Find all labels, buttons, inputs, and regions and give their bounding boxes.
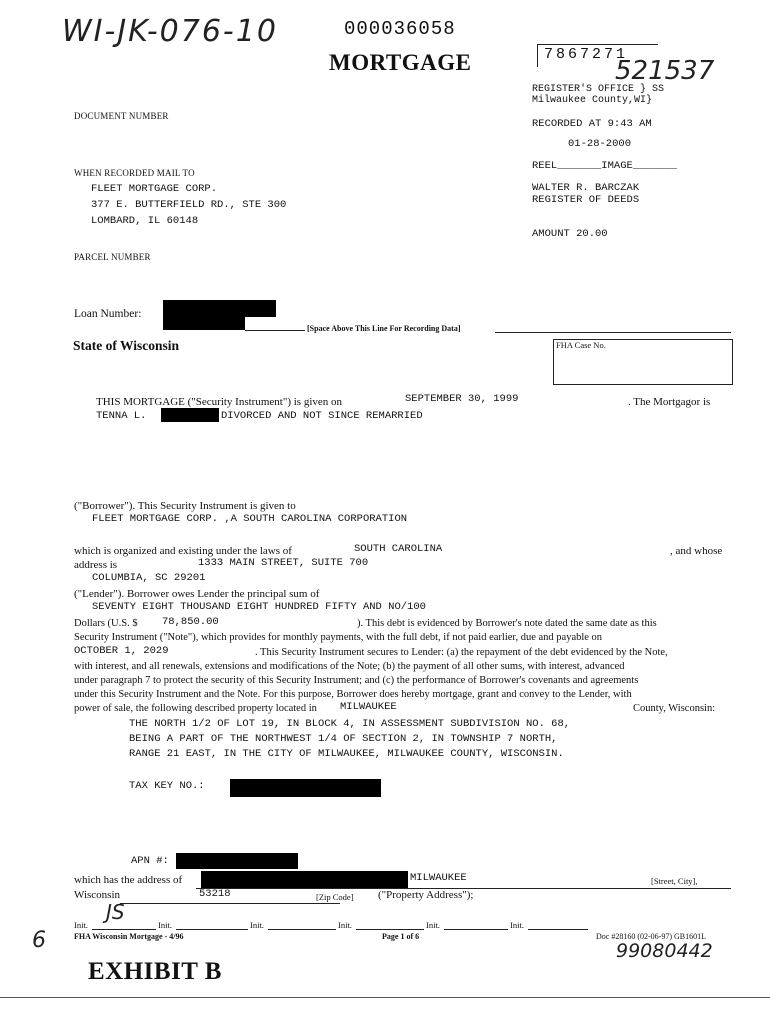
loan-number-redaction-lower <box>163 317 245 330</box>
paragraph-line-5: under paragraph 7 to protect the security of this Security Instrument; and (c) the performance of Borrower's covenants and agreements <box>74 675 639 686</box>
lender-name: FLEET MORTGAGE CORP. ,A SOUTH CAROLINA CORPORATION <box>92 513 408 525</box>
parcel-number-label: PARCEL NUMBER <box>74 252 151 262</box>
paragraph-line-6: under this Security Instrument and the Note. For this purpose, Borrower does hereby mortgage, grant and convey to the Lender, with <box>74 689 632 700</box>
zip-code-label: [Zip Code] <box>316 892 354 902</box>
maturity-date: OCTOBER 1, 2029 <box>74 645 169 657</box>
document-number-label: DOCUMENT NUMBER <box>74 111 169 121</box>
init-line-4 <box>356 929 424 930</box>
property-city: MILWAUKEE <box>410 872 467 884</box>
exhibit-stamp: EXHIBIT B <box>88 958 222 985</box>
tax-key-label: TAX KEY NO.: <box>129 780 205 792</box>
handwritten-document-number: 99080442 <box>616 940 713 962</box>
legal-description-line-2: BEING A PART OF THE NORTHWEST 1/4 OF SECTION 2, IN TOWNSHIP 7 NORTH, <box>129 733 558 745</box>
stamp-number: 7867271 <box>544 46 629 63</box>
init-label-1: Init. <box>74 920 88 930</box>
form-name: FHA Wisconsin Mortgage - 4/96 <box>74 932 184 941</box>
page-indicator: Page 1 of 6 <box>382 932 420 941</box>
mail-to-line-1: FLEET MORTGAGE CORP. <box>91 183 218 195</box>
loan-number-redaction <box>163 300 276 317</box>
county-wisconsin-text: County, Wisconsin: <box>633 703 716 714</box>
bottom-edge-line <box>0 997 770 998</box>
register-office-line: REGISTER'S OFFICE } SS <box>532 84 665 95</box>
which-has-address-text: which has the address of <box>74 874 183 886</box>
given-to-text: ("Borrower"). This Security Instrument is given to <box>74 500 296 512</box>
paragraph-line-2: Security Instrument ("Note"), which provides for monthly payments, with the full debt, if not paid earlier, due and payable on <box>74 632 603 643</box>
borrower-name-redaction <box>161 408 219 422</box>
init-label-3: Init. <box>250 920 264 930</box>
recording-rule-right <box>495 332 731 333</box>
dollars-label: Dollars (U.S. $ <box>74 618 138 629</box>
address-is-label: address is <box>74 559 118 571</box>
loan-number-label: Loan Number: <box>74 308 142 320</box>
paragraph-line-4: with interest, and all renewals, extensions and modifications of the Note; (b) the payment of all other sums, with interest, advanced <box>74 661 625 672</box>
recording-data-line: [Space Above This Line For Recording Data] <box>307 324 461 333</box>
init-line-2 <box>176 929 248 930</box>
legal-description-line-3: RANGE 21 EAST, IN THE CITY OF MILWAUKEE, MILWAUKEE COUNTY, WISCONSIN. <box>129 748 564 760</box>
mail-to-line-2: 377 E. BUTTERFIELD RD., STE 300 <box>91 199 287 211</box>
init-line-5 <box>444 929 508 930</box>
register-county-line: Milwaukee County,WI} <box>532 95 653 106</box>
register-name: WALTER R. BARCZAK <box>532 182 640 194</box>
recorded-time: RECORDED AT 9:43 AM <box>532 118 652 130</box>
register-title: REGISTER OF DEEDS <box>532 194 640 206</box>
when-recorded-label: WHEN RECORDED MAIL TO <box>74 168 195 178</box>
fha-case-label: FHA Case No. <box>556 340 606 350</box>
reel-image-line: REEL_______IMAGE_______ <box>532 160 677 172</box>
serial-number: 000036058 <box>344 18 456 40</box>
intro-date: SEPTEMBER 30, 1999 <box>405 393 519 405</box>
sum-in-words: SEVENTY EIGHT THOUSAND EIGHT HUNDRED FIFTY AND NO/100 <box>92 601 426 613</box>
lender-address-1: 1333 MAIN STREET, SUITE 700 <box>198 557 369 569</box>
handwritten-initials: JS <box>106 900 125 924</box>
legal-description-line-1: THE NORTH 1/2 OF LOT 19, IN BLOCK 4, IN ASSESSMENT SUBDIVISION NO. 68, <box>129 718 571 730</box>
property-county: MILWAUKEE <box>340 701 397 713</box>
page-title: MORTGAGE <box>329 50 472 75</box>
apn-label: APN #: <box>131 855 169 867</box>
property-zip: 53218 <box>199 888 231 900</box>
init-label-4: Init. <box>338 920 352 930</box>
lender-address-2: COLUMBIA, SC 29201 <box>92 572 206 584</box>
recorded-date: 01-28-2000 <box>568 138 632 150</box>
organized-text: which is organized and existing under the laws of <box>74 545 292 557</box>
doc-form-number: Doc #28160 (02-06-97) GB1601L <box>596 932 706 941</box>
borrower-status: DIVORCED AND NOT SINCE REMARRIED <box>221 410 423 422</box>
tax-key-redaction <box>230 779 381 797</box>
recording-amount: AMOUNT 20.00 <box>532 228 608 240</box>
init-label-5: Init. <box>426 920 440 930</box>
property-address-label: ("Property Address"); <box>378 889 474 901</box>
apn-redaction <box>176 853 298 869</box>
paragraph-line-3: . This Security Instrument secures to Lender: (a) the repayment of the debt evidenced by the Note, <box>255 647 668 658</box>
handwritten-page-mark: 6 <box>32 928 46 953</box>
principal-amount: 78,850.00 <box>162 616 219 628</box>
property-address-redaction <box>201 871 408 888</box>
street-city-label: [Street, City], <box>651 876 698 886</box>
debt-evidence-text: ). This debt is evidenced by Borrower's note dated the same date as this <box>357 618 657 629</box>
init-line-1 <box>92 929 156 930</box>
init-line-6 <box>528 929 588 930</box>
wisconsin-label: Wisconsin <box>74 889 120 901</box>
mortgagor-label: . The Mortgagor is <box>628 396 711 408</box>
init-line-3 <box>268 929 336 930</box>
handwritten-file-code: WI-JK-076-10 <box>62 14 278 49</box>
wisconsin-underline <box>120 903 340 904</box>
mail-to-line-3: LOMBARD, IL 60148 <box>91 215 199 227</box>
lender-state: SOUTH CAROLINA <box>354 543 443 555</box>
state-heading: State of Wisconsin <box>73 338 180 353</box>
paragraph-line-7: power of sale, the following described property located in <box>74 703 317 714</box>
init-label-6: Init. <box>510 920 524 930</box>
owes-text: ("Lender"). Borrower owes Lender the principal sum of <box>74 588 320 600</box>
recording-rule-left <box>245 330 305 331</box>
intro-text: THIS MORTGAGE ("Security Instrument") is given on <box>96 396 343 408</box>
handwritten-register-number: 521537 <box>615 56 715 86</box>
and-whose-text: , and whose <box>670 545 723 557</box>
borrower-first-name: TENNA L. <box>96 410 147 422</box>
init-label-2: Init. <box>158 920 172 930</box>
